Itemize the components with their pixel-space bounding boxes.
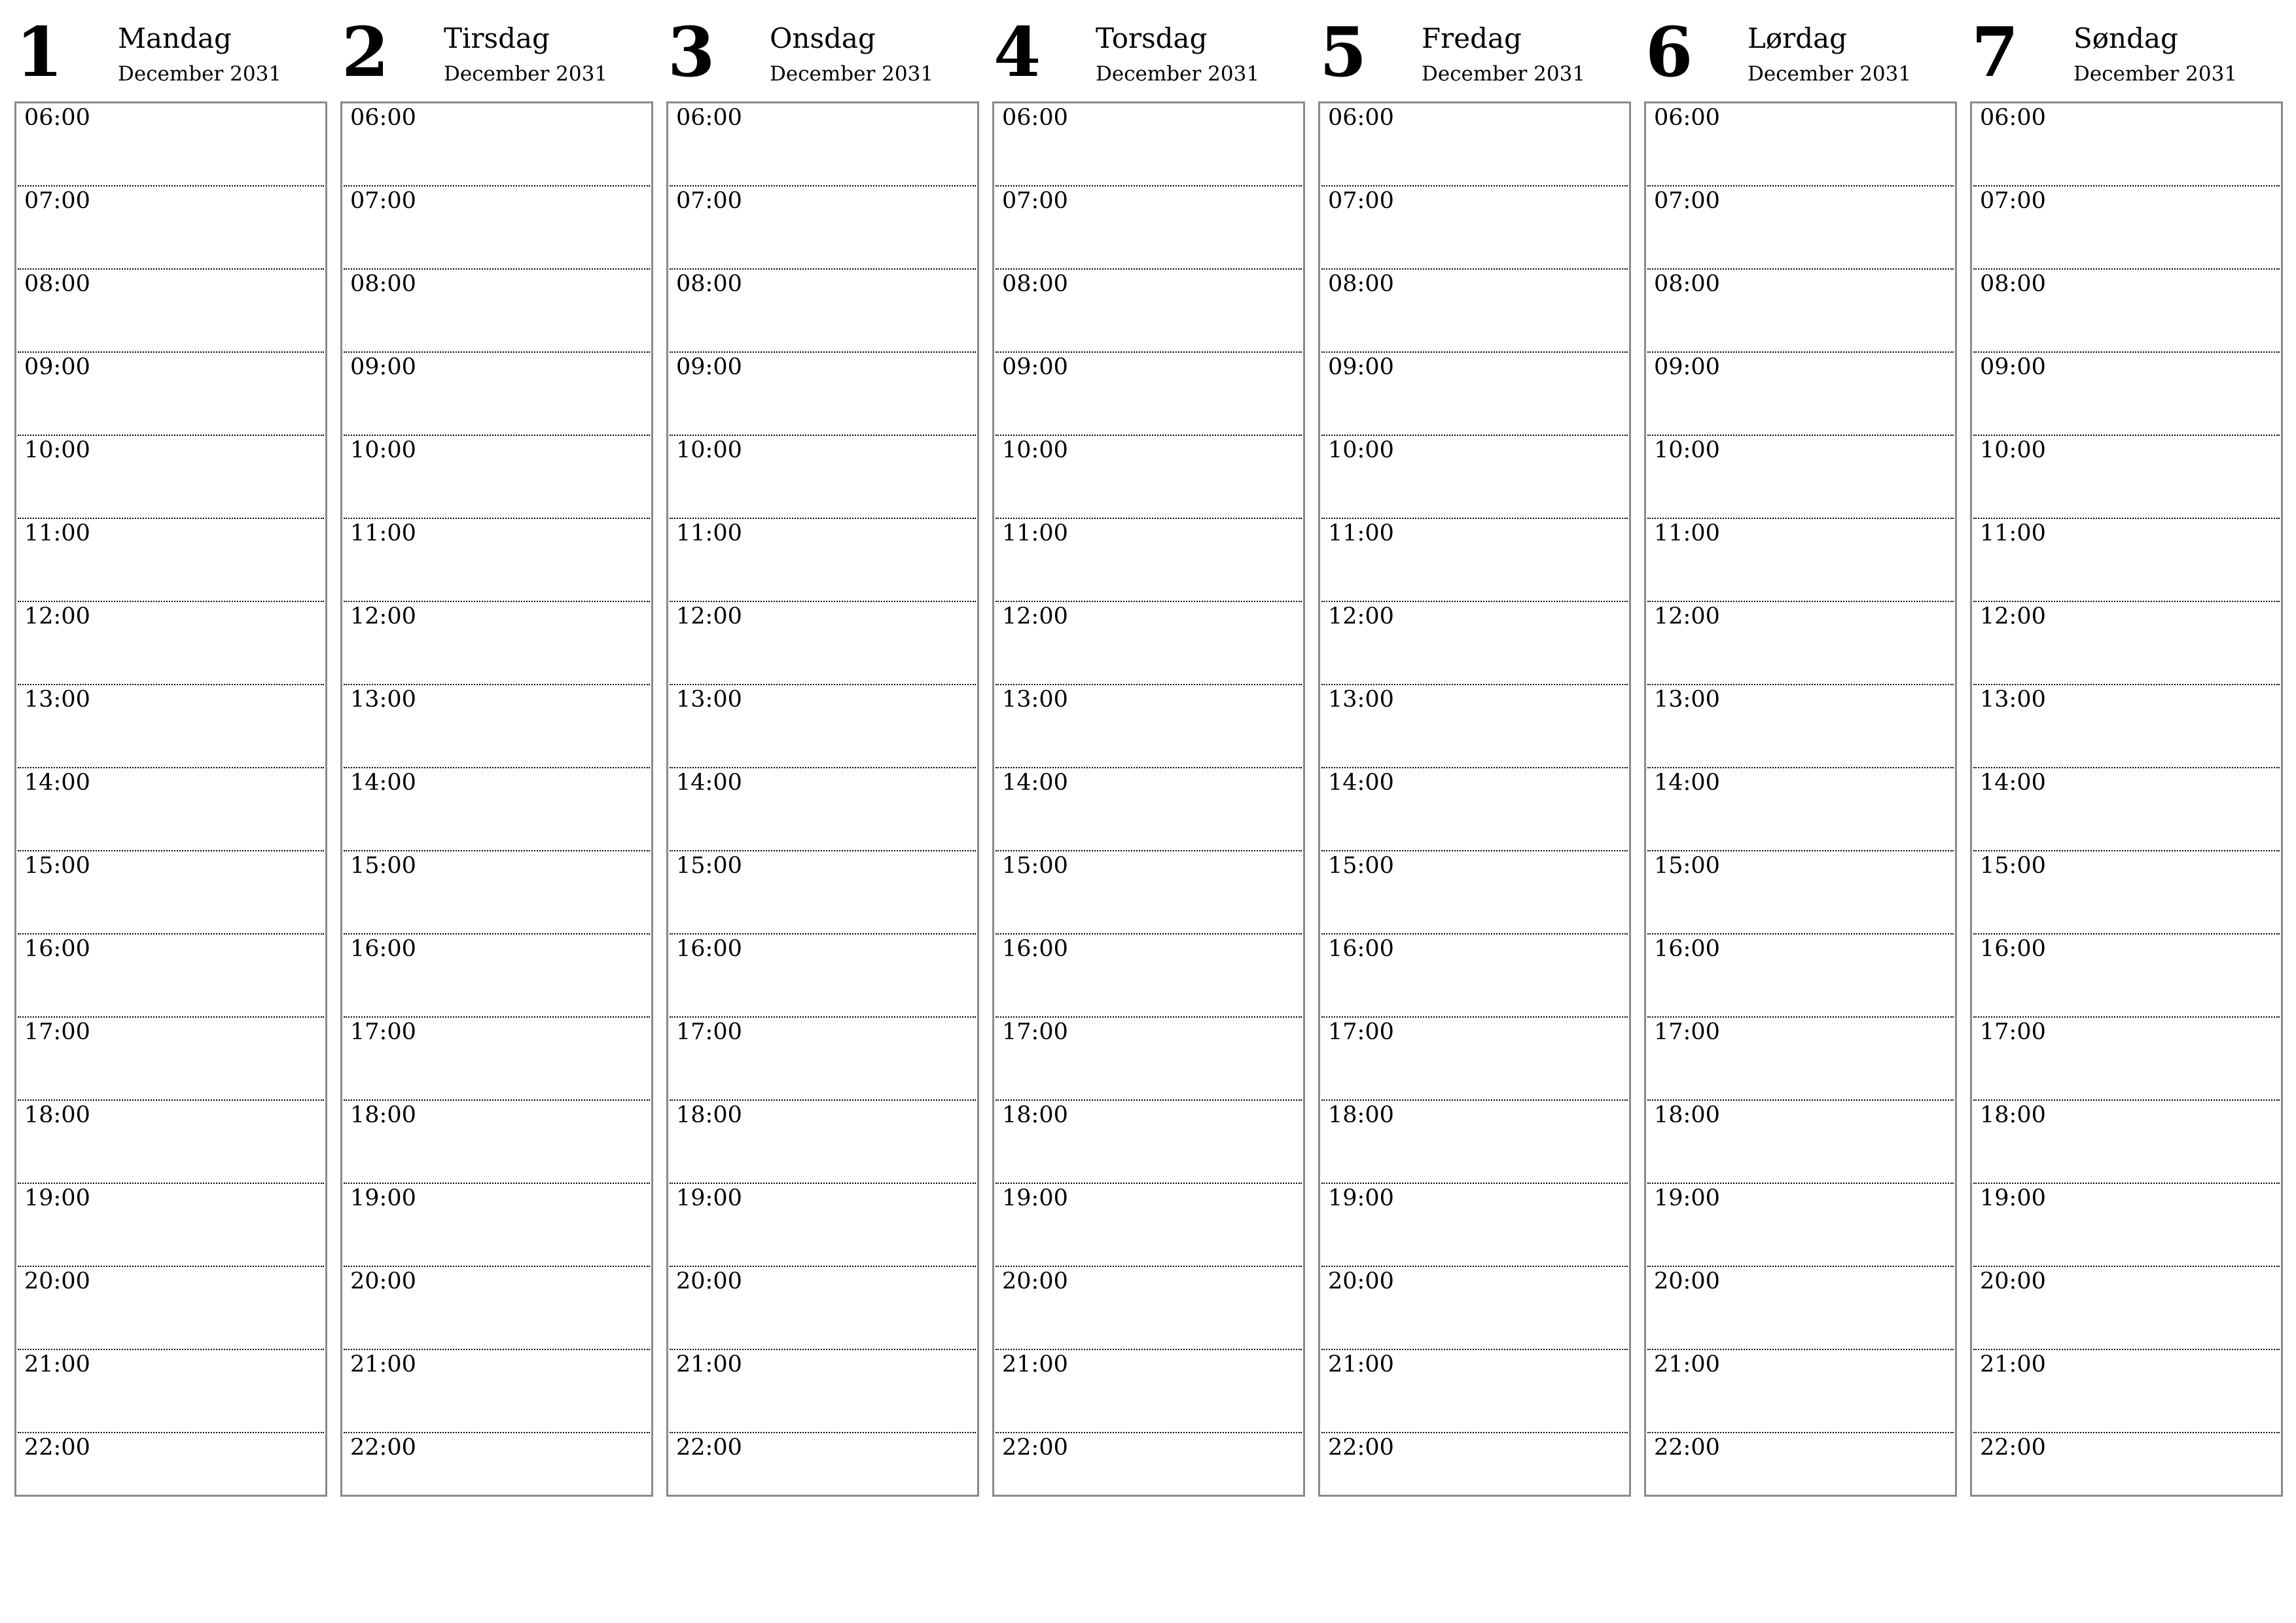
time-slot[interactable] — [996, 353, 1302, 436]
time-label: 08:00 — [1002, 271, 1068, 297]
time-slot[interactable] — [344, 1184, 650, 1267]
time-slot[interactable] — [996, 935, 1302, 1018]
day-header — [1318, 0, 1630, 98]
time-label: 15:00 — [1328, 853, 1394, 879]
time-slot[interactable] — [996, 187, 1302, 270]
time-label: 16:00 — [1980, 936, 2046, 962]
time-label: 08:00 — [1654, 271, 1720, 297]
day-month: December 2031 — [118, 62, 282, 86]
time-label: 10:00 — [1980, 437, 2046, 463]
time-slot[interactable] — [1647, 768, 1954, 851]
day-name: Onsdag — [770, 22, 876, 54]
time-slot[interactable] — [344, 851, 650, 935]
time-slot[interactable] — [344, 519, 650, 602]
time-slot[interactable] — [1647, 1184, 1954, 1267]
time-slot[interactable] — [1973, 353, 2280, 436]
time-slot[interactable] — [1973, 519, 2280, 602]
time-label: 13:00 — [350, 687, 416, 713]
time-slot[interactable] — [670, 519, 976, 602]
time-label: 20:00 — [1654, 1268, 1720, 1294]
time-label: 08:00 — [24, 271, 90, 297]
time-slot[interactable] — [670, 270, 976, 353]
time-label: 06:00 — [1002, 105, 1068, 131]
time-label: 17:00 — [350, 1019, 416, 1045]
time-slot[interactable] — [344, 270, 650, 353]
time-label: 20:00 — [676, 1268, 742, 1294]
time-label: 07:00 — [1654, 188, 1720, 214]
day-column-3 — [666, 0, 978, 1461]
time-label: 18:00 — [1654, 1102, 1720, 1128]
time-slot[interactable] — [1321, 768, 1628, 851]
time-label: 13:00 — [676, 687, 742, 713]
time-label: 13:00 — [1002, 687, 1068, 713]
time-label: 06:00 — [24, 105, 90, 131]
time-slot[interactable] — [1321, 602, 1628, 685]
time-slot[interactable] — [344, 1018, 650, 1101]
time-slot[interactable] — [1973, 602, 2280, 685]
time-slot[interactable] — [670, 685, 976, 768]
time-slot[interactable] — [670, 1101, 976, 1184]
time-label: 21:00 — [1002, 1351, 1068, 1378]
time-label: 16:00 — [1002, 936, 1068, 962]
time-label: 08:00 — [1328, 271, 1394, 297]
time-label: 09:00 — [676, 354, 742, 380]
time-slot[interactable] — [18, 270, 324, 353]
time-label: 19:00 — [676, 1185, 742, 1211]
time-label: 08:00 — [350, 271, 416, 297]
time-label: 12:00 — [1654, 603, 1720, 630]
time-label: 20:00 — [24, 1268, 90, 1294]
time-slot[interactable] — [996, 1267, 1302, 1350]
time-label: 16:00 — [350, 936, 416, 962]
time-label: 21:00 — [350, 1351, 416, 1378]
time-slot[interactable] — [996, 768, 1302, 851]
day-number: 7 — [1971, 12, 2019, 92]
time-slot[interactable] — [1321, 270, 1628, 353]
time-slot[interactable] — [996, 519, 1302, 602]
time-slot[interactable] — [1321, 851, 1628, 935]
time-slot[interactable] — [1647, 1433, 1954, 1515]
day-schedule-box — [1644, 101, 1957, 1497]
day-column-6 — [1644, 0, 1956, 1461]
time-label: 19:00 — [24, 1185, 90, 1211]
time-label: 13:00 — [24, 687, 90, 713]
time-slot[interactable] — [18, 935, 324, 1018]
time-label: 12:00 — [1980, 603, 2046, 630]
day-header — [1970, 0, 2282, 98]
time-label: 14:00 — [1002, 770, 1068, 796]
time-slot[interactable] — [18, 1267, 324, 1350]
time-slot[interactable] — [996, 1433, 1302, 1515]
time-label: 09:00 — [1328, 354, 1394, 380]
time-label: 14:00 — [1980, 770, 2046, 796]
time-label: 11:00 — [1328, 520, 1394, 546]
time-label: 15:00 — [1654, 853, 1720, 879]
time-label: 09:00 — [1980, 354, 2046, 380]
time-slot[interactable] — [996, 685, 1302, 768]
time-label: 06:00 — [1980, 105, 2046, 131]
time-label: 18:00 — [676, 1102, 742, 1128]
time-slot[interactable] — [1973, 1184, 2280, 1267]
day-header — [666, 0, 978, 98]
time-label: 17:00 — [1980, 1019, 2046, 1045]
time-slot[interactable] — [1647, 103, 1954, 187]
time-slot[interactable] — [996, 436, 1302, 519]
day-month: December 2031 — [1422, 62, 1586, 86]
time-label: 15:00 — [1980, 853, 2046, 879]
time-label: 06:00 — [1654, 105, 1720, 131]
time-label: 06:00 — [1328, 105, 1394, 131]
day-name: Søndag — [2073, 22, 2178, 54]
time-slot[interactable] — [1647, 1267, 1954, 1350]
time-label: 19:00 — [1328, 1185, 1394, 1211]
time-label: 21:00 — [24, 1351, 90, 1378]
day-column-2 — [340, 0, 652, 1461]
time-label: 19:00 — [1002, 1185, 1068, 1211]
time-label: 18:00 — [350, 1102, 416, 1128]
time-slot[interactable] — [18, 685, 324, 768]
time-label: 13:00 — [1654, 687, 1720, 713]
time-label: 20:00 — [1328, 1268, 1394, 1294]
time-slot[interactable] — [18, 187, 324, 270]
day-schedule-box — [340, 101, 653, 1497]
time-slot[interactable] — [1647, 353, 1954, 436]
time-label: 18:00 — [24, 1102, 90, 1128]
time-slot[interactable] — [670, 353, 976, 436]
time-label: 12:00 — [1328, 603, 1394, 630]
day-number: 1 — [16, 12, 63, 92]
time-slot[interactable] — [18, 851, 324, 935]
time-slot[interactable] — [344, 1267, 650, 1350]
day-schedule-box — [992, 101, 1305, 1497]
time-slot[interactable] — [1647, 436, 1954, 519]
time-slot[interactable] — [1647, 519, 1954, 602]
time-slot[interactable] — [18, 1350, 324, 1433]
time-label: 11:00 — [1654, 520, 1720, 546]
time-label: 15:00 — [1002, 853, 1068, 879]
time-label: 07:00 — [676, 188, 742, 214]
day-header — [1644, 0, 1956, 98]
time-label: 12:00 — [676, 603, 742, 630]
time-label: 21:00 — [1654, 1351, 1720, 1378]
time-slot[interactable] — [1647, 685, 1954, 768]
time-slot[interactable] — [1321, 353, 1628, 436]
time-label: 17:00 — [1328, 1019, 1394, 1045]
day-name: Torsdag — [1096, 22, 1208, 54]
time-slot[interactable] — [1321, 1350, 1628, 1433]
time-label: 07:00 — [24, 188, 90, 214]
time-label: 19:00 — [1980, 1185, 2046, 1211]
time-slot[interactable] — [996, 103, 1302, 187]
time-label: 13:00 — [1328, 687, 1394, 713]
time-label: 12:00 — [1002, 603, 1068, 630]
time-slot[interactable] — [670, 851, 976, 935]
time-label: 10:00 — [24, 437, 90, 463]
day-name: Tirsdag — [444, 22, 550, 54]
time-slot[interactable] — [1321, 1184, 1628, 1267]
time-slot[interactable] — [344, 602, 650, 685]
day-name: Lørdag — [1748, 22, 1848, 54]
time-slot[interactable] — [1647, 1018, 1954, 1101]
time-slot[interactable] — [1647, 602, 1954, 685]
time-slot[interactable] — [996, 1350, 1302, 1433]
time-slot[interactable] — [670, 1350, 976, 1433]
time-label: 15:00 — [24, 853, 90, 879]
time-label: 07:00 — [350, 188, 416, 214]
time-slot[interactable] — [670, 768, 976, 851]
time-label: 22:00 — [24, 1435, 90, 1461]
day-month: December 2031 — [2073, 62, 2238, 86]
time-label: 18:00 — [1002, 1102, 1068, 1128]
day-name: Fredag — [1422, 22, 1522, 54]
time-slot[interactable] — [670, 436, 976, 519]
time-slot[interactable] — [18, 602, 324, 685]
time-slot[interactable] — [1321, 187, 1628, 270]
day-schedule-box — [1318, 101, 1631, 1497]
time-label: 16:00 — [676, 936, 742, 962]
time-label: 09:00 — [350, 354, 416, 380]
time-slot[interactable] — [670, 103, 976, 187]
time-slot[interactable] — [1321, 519, 1628, 602]
time-slot[interactable] — [1321, 685, 1628, 768]
time-slot[interactable] — [18, 353, 324, 436]
time-slot[interactable] — [1973, 685, 2280, 768]
time-label: 22:00 — [1328, 1435, 1394, 1461]
time-slot[interactable] — [1647, 1350, 1954, 1433]
time-label: 14:00 — [350, 770, 416, 796]
time-label: 20:00 — [1002, 1268, 1068, 1294]
time-slot[interactable] — [670, 602, 976, 685]
time-slot[interactable] — [1321, 103, 1628, 187]
time-label: 10:00 — [1654, 437, 1720, 463]
day-column-5 — [1318, 0, 1630, 1461]
time-label: 18:00 — [1980, 1102, 2046, 1128]
time-slot[interactable] — [1973, 935, 2280, 1018]
time-label: 15:00 — [676, 853, 742, 879]
time-label: 20:00 — [350, 1268, 416, 1294]
time-slot[interactable] — [344, 1350, 650, 1433]
time-slot[interactable] — [344, 436, 650, 519]
time-label: 17:00 — [24, 1019, 90, 1045]
time-label: 10:00 — [350, 437, 416, 463]
time-label: 11:00 — [24, 520, 90, 546]
day-month: December 2031 — [1748, 62, 1912, 86]
time-slot[interactable] — [344, 768, 650, 851]
time-slot[interactable] — [1647, 187, 1954, 270]
day-month: December 2031 — [770, 62, 934, 86]
time-label: 16:00 — [1654, 936, 1720, 962]
time-slot[interactable] — [670, 1184, 976, 1267]
time-slot[interactable] — [18, 1433, 324, 1515]
time-slot[interactable] — [1973, 1018, 2280, 1101]
time-label: 17:00 — [676, 1019, 742, 1045]
time-slot[interactable] — [670, 187, 976, 270]
day-schedule-box — [666, 101, 979, 1497]
time-slot[interactable] — [18, 768, 324, 851]
time-slot[interactable] — [1973, 103, 2280, 187]
time-label: 12:00 — [350, 603, 416, 630]
time-label: 14:00 — [676, 770, 742, 796]
day-schedule-box — [1970, 101, 2283, 1497]
time-label: 22:00 — [1654, 1435, 1720, 1461]
day-header — [992, 0, 1304, 98]
time-slot[interactable] — [1321, 1101, 1628, 1184]
day-month: December 2031 — [444, 62, 608, 86]
time-label: 10:00 — [676, 437, 742, 463]
time-slot[interactable] — [18, 436, 324, 519]
time-label: 16:00 — [24, 936, 90, 962]
time-slot[interactable] — [18, 1184, 324, 1267]
time-label: 10:00 — [1002, 437, 1068, 463]
time-slot[interactable] — [18, 103, 324, 187]
time-label: 08:00 — [1980, 271, 2046, 297]
time-slot[interactable] — [344, 353, 650, 436]
time-slot[interactable] — [1973, 851, 2280, 935]
time-label: 10:00 — [1328, 437, 1394, 463]
time-label: 22:00 — [1002, 1435, 1068, 1461]
time-slot[interactable] — [996, 1184, 1302, 1267]
time-slot[interactable] — [1973, 436, 2280, 519]
time-slot[interactable] — [344, 685, 650, 768]
time-label: 15:00 — [350, 853, 416, 879]
time-label: 07:00 — [1002, 188, 1068, 214]
day-month: December 2031 — [1096, 62, 1260, 86]
time-label: 07:00 — [1328, 188, 1394, 214]
time-label: 11:00 — [1980, 520, 2046, 546]
time-label: 11:00 — [350, 520, 416, 546]
time-slot[interactable] — [344, 187, 650, 270]
time-label: 13:00 — [1980, 687, 2046, 713]
day-number: 4 — [994, 12, 1041, 92]
time-label: 09:00 — [1654, 354, 1720, 380]
day-number: 5 — [1319, 12, 1367, 92]
day-header — [340, 0, 652, 98]
time-label: 06:00 — [676, 105, 742, 131]
time-slot[interactable] — [1321, 935, 1628, 1018]
time-label: 12:00 — [24, 603, 90, 630]
time-slot[interactable] — [1973, 270, 2280, 353]
day-number: 3 — [668, 12, 715, 92]
day-number: 2 — [342, 12, 389, 92]
time-slot[interactable] — [1973, 1433, 2280, 1515]
day-header — [14, 0, 326, 98]
time-label: 11:00 — [1002, 520, 1068, 546]
time-slot[interactable] — [670, 1433, 976, 1515]
time-slot[interactable] — [670, 935, 976, 1018]
time-slot[interactable] — [1647, 935, 1954, 1018]
time-slot[interactable] — [1321, 1433, 1628, 1515]
time-label: 20:00 — [1980, 1268, 2046, 1294]
time-label: 22:00 — [676, 1435, 742, 1461]
time-slot[interactable] — [996, 602, 1302, 685]
time-slot[interactable] — [1647, 270, 1954, 353]
time-slot[interactable] — [344, 1101, 650, 1184]
time-slot[interactable] — [344, 935, 650, 1018]
time-slot[interactable] — [18, 1101, 324, 1184]
time-slot[interactable] — [996, 270, 1302, 353]
time-label: 06:00 — [350, 105, 416, 131]
time-label: 22:00 — [1980, 1435, 2046, 1461]
time-label: 17:00 — [1002, 1019, 1068, 1045]
day-name: Mandag — [118, 22, 232, 54]
time-slot[interactable] — [1647, 1101, 1954, 1184]
time-label: 22:00 — [350, 1435, 416, 1461]
time-slot[interactable] — [1321, 1018, 1628, 1101]
time-slot[interactable] — [1321, 1267, 1628, 1350]
day-column-1 — [14, 0, 326, 1461]
time-label: 18:00 — [1328, 1102, 1394, 1128]
time-slot[interactable] — [344, 1433, 650, 1515]
time-slot[interactable] — [18, 519, 324, 602]
time-label: 14:00 — [1654, 770, 1720, 796]
time-label: 17:00 — [1654, 1019, 1720, 1045]
time-slot[interactable] — [1321, 436, 1628, 519]
day-number: 6 — [1645, 12, 1693, 92]
time-slot[interactable] — [1973, 187, 2280, 270]
time-label: 14:00 — [1328, 770, 1394, 796]
time-slot[interactable] — [1973, 1101, 2280, 1184]
time-label: 21:00 — [1328, 1351, 1394, 1378]
day-schedule-box — [14, 101, 327, 1497]
time-label: 21:00 — [1980, 1351, 2046, 1378]
time-slot[interactable] — [1973, 768, 2280, 851]
time-slot[interactable] — [996, 851, 1302, 935]
time-slot[interactable] — [996, 1018, 1302, 1101]
time-slot[interactable] — [996, 1101, 1302, 1184]
time-slot[interactable] — [18, 1018, 324, 1101]
day-column-7 — [1970, 0, 2282, 1461]
time-slot[interactable] — [344, 103, 650, 187]
time-label: 19:00 — [1654, 1185, 1720, 1211]
time-label: 07:00 — [1980, 188, 2046, 214]
time-label: 11:00 — [676, 520, 742, 546]
time-slot[interactable] — [1647, 851, 1954, 935]
time-slot[interactable] — [1973, 1267, 2280, 1350]
time-label: 08:00 — [676, 271, 742, 297]
time-label: 16:00 — [1328, 936, 1394, 962]
time-slot[interactable] — [670, 1018, 976, 1101]
time-label: 09:00 — [24, 354, 90, 380]
time-label: 09:00 — [1002, 354, 1068, 380]
time-slot[interactable] — [670, 1267, 976, 1350]
time-label: 19:00 — [350, 1185, 416, 1211]
day-column-4 — [992, 0, 1304, 1461]
time-label: 21:00 — [676, 1351, 742, 1378]
time-label: 14:00 — [24, 770, 90, 796]
time-slot[interactable] — [1973, 1350, 2280, 1433]
